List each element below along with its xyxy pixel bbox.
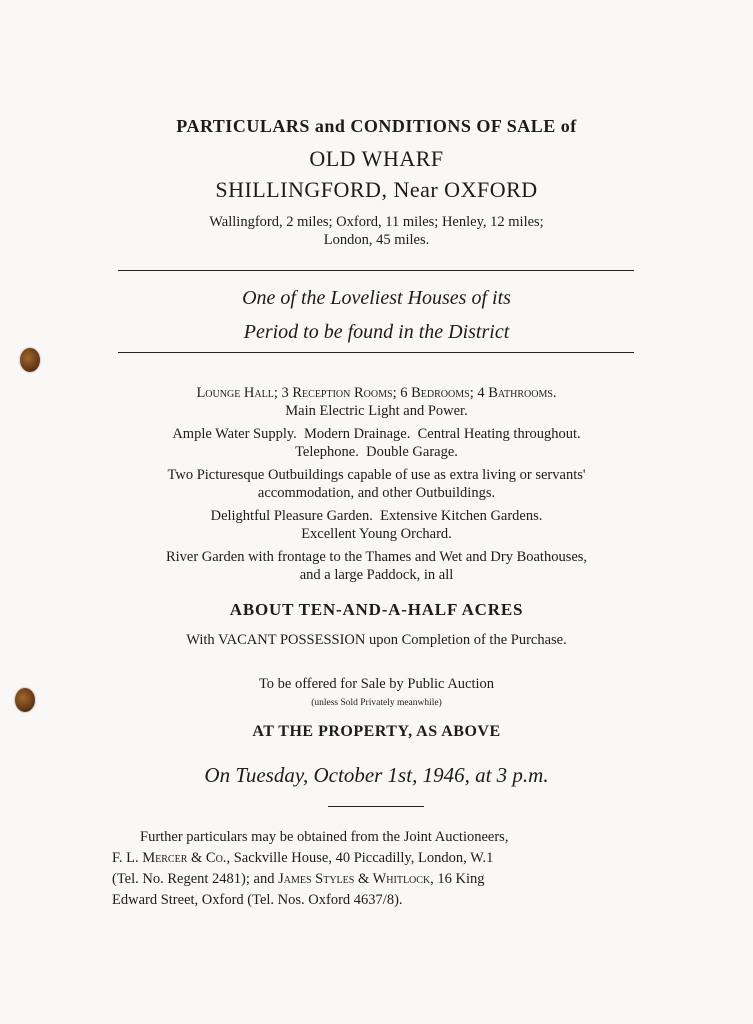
footer-king-street: , 16 King xyxy=(430,871,485,887)
further-particulars xyxy=(112,827,632,911)
feature-lounge-hall: Lounge Hall xyxy=(196,385,274,401)
distances-line-1: Wallingford, 2 miles; Oxford, 11 miles; Henley, 12 miles; xyxy=(209,214,544,230)
footer-line-2 xyxy=(112,848,632,869)
vacant-possession: With VACANT POSSESSION upon Completion of the Purchase. xyxy=(186,632,567,648)
footer-regent-tel: (Tel. No. Regent 2481); and xyxy=(112,871,275,887)
feature-orchard: Excellent Young Orchard. xyxy=(301,526,452,542)
feature-telephone-garage: Telephone. Double Garage. xyxy=(295,444,458,460)
footer-line-3 xyxy=(112,869,632,890)
acreage-heading: ABOUT TEN-AND-A-HALF ACRES xyxy=(229,600,524,619)
feature-paddock: and a large Paddock, in all xyxy=(299,567,454,583)
feature-bathrooms: 4 Bathrooms. xyxy=(477,385,557,401)
divider-bottom xyxy=(118,352,634,353)
auctioneer-mercer: Mercer & Co. xyxy=(142,850,227,866)
auction-offer: To be offered for Sale by Public Auction xyxy=(258,676,495,692)
feature-outbuildings: Two Picturesque Outbuildings capable of use as extra living or servants' xyxy=(167,467,586,483)
footer-initials: F. L. xyxy=(112,850,139,866)
footer-mercer-address: , Sackville House, 40 Piccadilly, London, W.1 xyxy=(226,850,494,866)
feature-reception-rooms: 3 Reception Rooms xyxy=(281,385,393,401)
feature-bedrooms: 6 Bedrooms xyxy=(400,385,470,401)
feature-electric: Main Electric Light and Power. xyxy=(285,403,468,419)
feature-river-garden: River Garden with frontage to the Thames and Wet and Dry Boathouses, xyxy=(165,549,588,565)
feature-gardens: Delightful Pleasure Garden. Extensive Kitchen Gardens. xyxy=(210,508,543,524)
feature-accommodation: accommodation, and other Outbuildings. xyxy=(257,485,496,501)
footer-line-4: Edward Street, Oxford (Tel. Nos. Oxford 4637/8). xyxy=(112,892,403,908)
divider-short xyxy=(328,806,424,807)
auction-unless: (unless Sold Privately meanwhile) xyxy=(311,698,442,708)
auctioneer-styles-whitlock: James Styles & Whitlock xyxy=(278,871,431,887)
header-line-particulars: PARTICULARS and CONDITIONS OF SALE of xyxy=(176,116,577,136)
divider-top xyxy=(118,270,634,271)
punch-hole-top xyxy=(20,348,40,372)
auction-date: On Tuesday, October 1st, 1946, at 3 p.m. xyxy=(204,763,549,787)
tagline-line-1: One of the Loveliest Houses of its xyxy=(242,287,511,309)
tagline-line-2: Period to be found in the District xyxy=(243,321,510,343)
distances-line-2: London, 45 miles. xyxy=(323,232,430,248)
footer-line-1: Further particulars may be obtained from the Joint Auctioneers, xyxy=(140,829,509,845)
property-name: OLD WHARF xyxy=(309,146,444,171)
auction-location: AT THE PROPERTY, AS ABOVE xyxy=(252,723,501,740)
property-location: SHILLINGFORD, Near OXFORD xyxy=(215,177,538,202)
features-rooms: Lounge Hall; 3 Reception Rooms; 6 Bedrooms; 4 Bathrooms. xyxy=(196,385,557,401)
feature-water-drainage-heating: Ample Water Supply. Modern Drainage. Central Heating throughout. xyxy=(172,426,581,442)
